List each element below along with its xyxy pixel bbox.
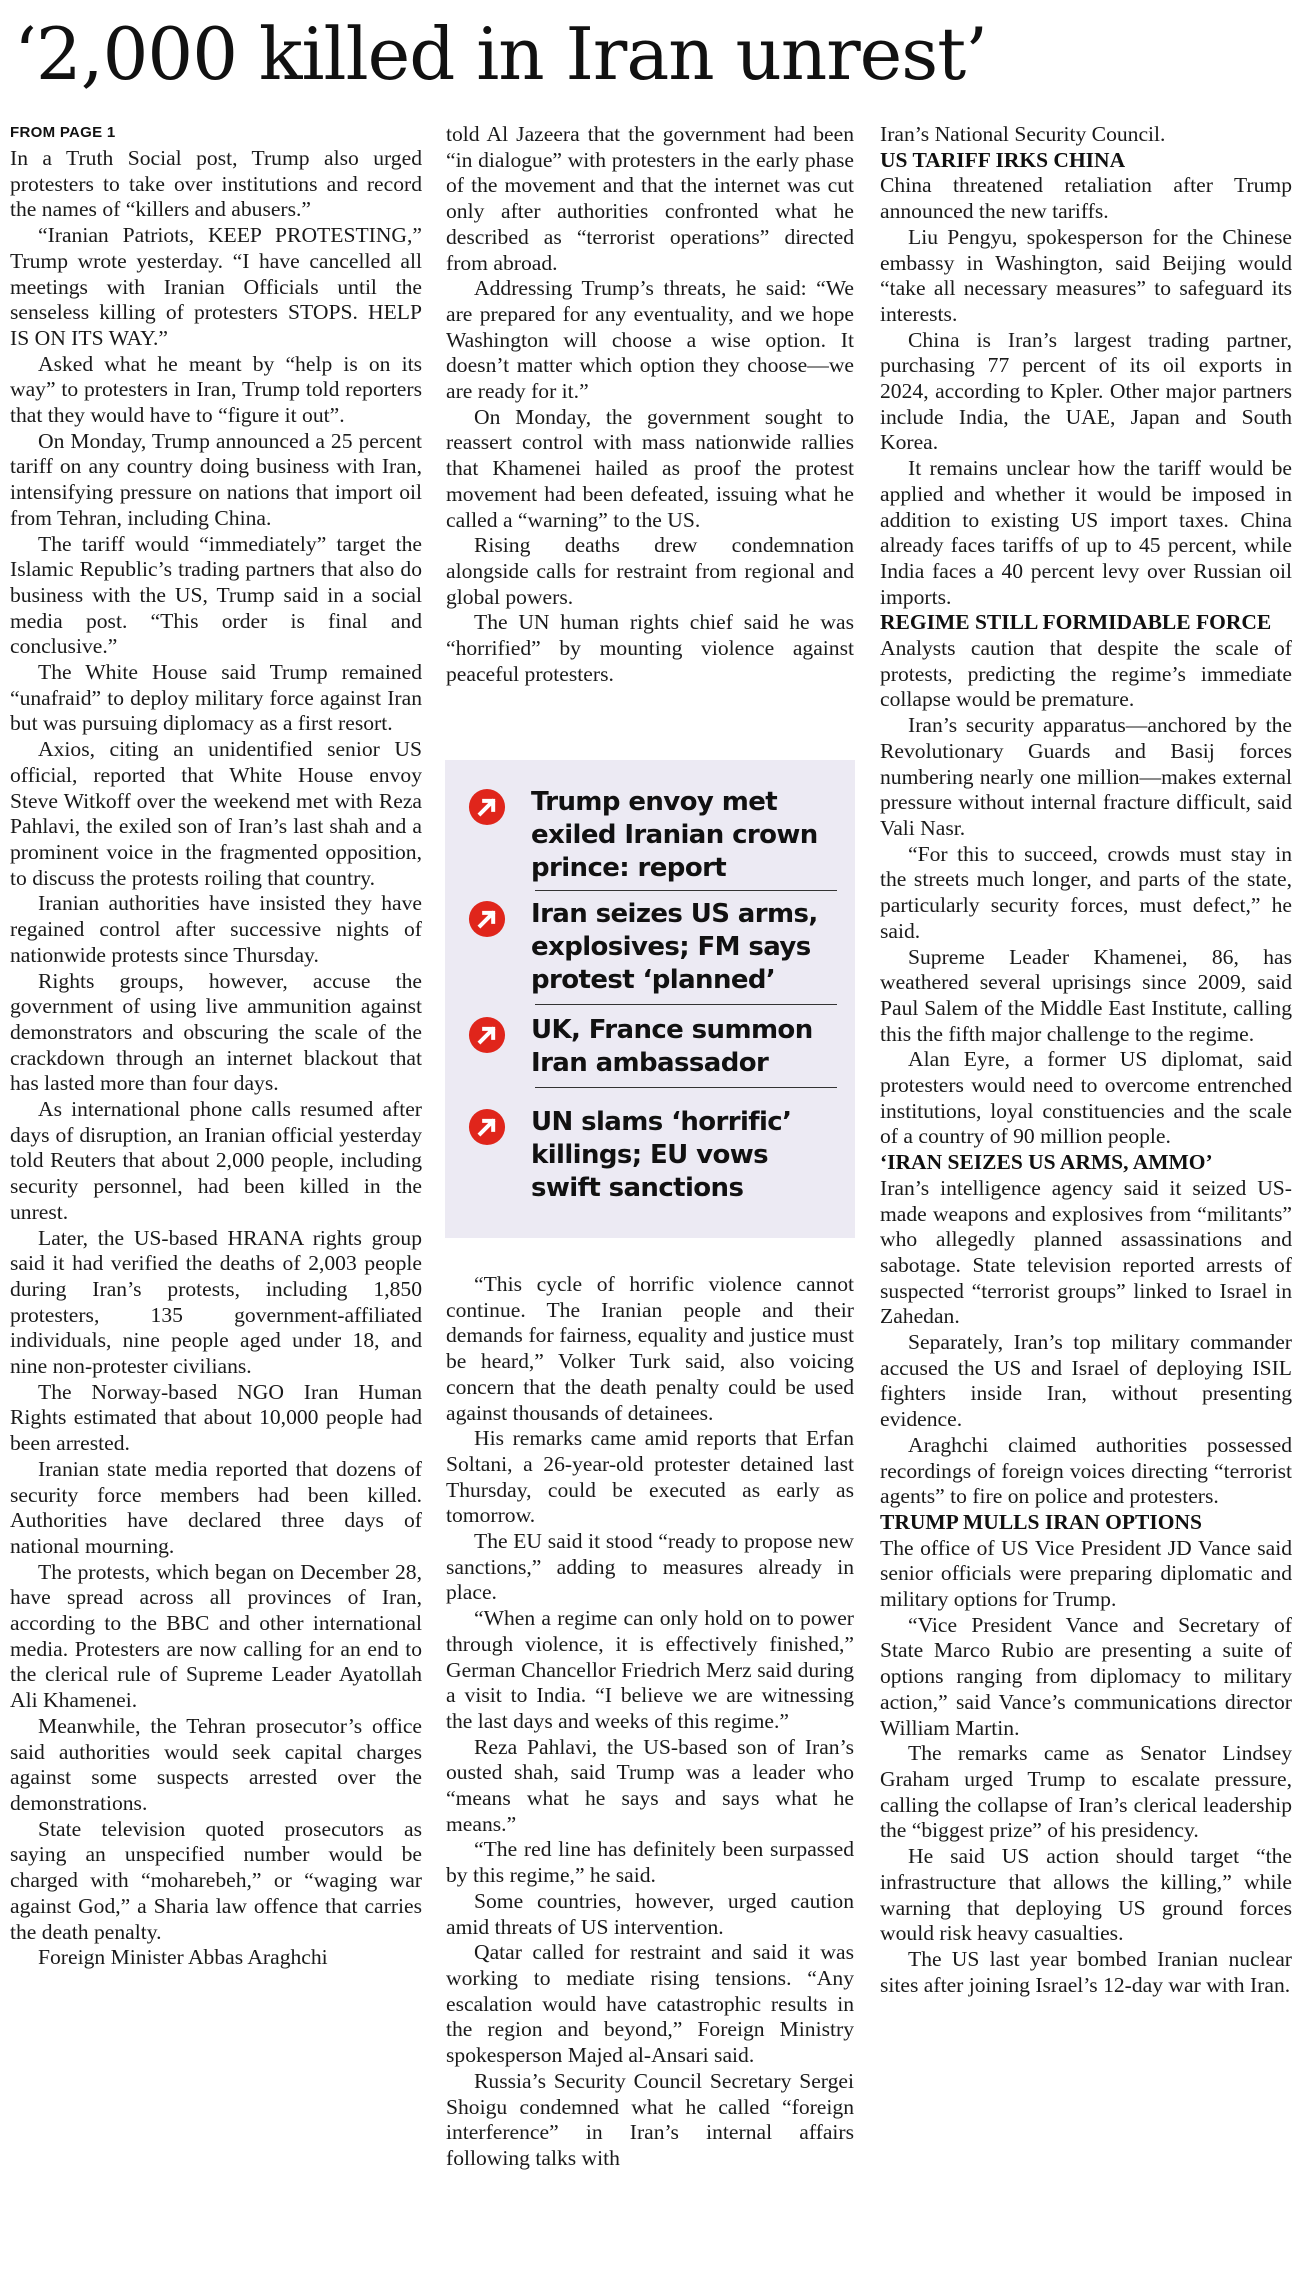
paragraph: Meanwhile, the Tehran prosecutor’s office said authorities would seek capital charges against some suspects arrested over the demonstrations. xyxy=(10,1713,422,1815)
paragraph: Supreme Leader Khamenei, 86, has weathered several uprisings since 2009, said Paul Salem of the Middle East Institute, calling this the fifth major challenge to the regime. xyxy=(880,944,1292,1046)
paragraph: Rising deaths drew condemnation alongside calls for restraint from regional and global powers. xyxy=(446,533,854,609)
paragraph: On Monday, Trump announced a 25 percent tariff on any country doing business with Iran, intensifying pressure on nations that import oil from Tehran, including China. xyxy=(10,428,422,530)
paragraph: As international phone calls resumed after days of disruption, an Iranian official yesterday told Reuters that about 2,000 people, including security personnel, had been killed in the unrest. xyxy=(10,1097,422,1224)
headline: ‘2,000 killed in Iran unrest’ xyxy=(14,12,988,96)
related-story-title: UN slams ‘horrific’ killings; EU vows swift sanctions xyxy=(531,1107,792,1203)
paragraph: China is Iran’s largest trading partner, purchasing 77 percent of its oil exports in 2024, according to Kpler. Other major partners include India, the UAE, Japan and South Korea. xyxy=(880,327,1292,455)
paragraph: “This cycle of horrific violence cannot continue. The Iranian people and their demands for fairness, equality and justice must be heard,” Volker Turk said, also voicing concern that the death penalty could be used against thousands of detainees. xyxy=(446,1272,854,1425)
paragraph: “Iranian Patriots, KEEP PROTESTING,” Trump wrote yesterday. “I have cancelled all meetings with Iranian Officials until the senseless killing of protesters STOPS. HELP IS ON ITS WAY.” xyxy=(10,223,422,350)
divider xyxy=(535,1004,837,1005)
related-story-link[interactable] xyxy=(467,786,835,885)
paragraph: Iranian state media reported that dozens of security force members had been killed. Authorities have declared three days of national mourning. xyxy=(10,1456,422,1558)
related-story-link[interactable] xyxy=(467,898,835,997)
paragraph: Reza Pahlavi, the US-based son of Iran’s ousted shah, said Trump was a leader who “means what he says and says what he means.” xyxy=(446,1734,854,1836)
paragraph: Alan Eyre, a former US diplomat, said protesters would need to overcome entrenched institutions, loyal constituencies and the scale of a country of 90 million people. xyxy=(880,1047,1292,1149)
arrow-circle-icon xyxy=(467,1108,507,1146)
section-heading: ‘IRAN SEIZES US ARMS, AMMO’ xyxy=(880,1150,1213,1175)
divider xyxy=(535,1087,837,1088)
section-heading: REGIME STILL FORMIDABLE FORCE xyxy=(880,610,1272,635)
paragraph: State television quoted prosecutors as saying an unspecified number would be charged with “moharebeh,” or “waging war against God,” a Sharia law offence that carries the death penalty. xyxy=(10,1816,422,1944)
related-story-title: Trump envoy met exiled Iranian crown prince: report xyxy=(531,787,818,883)
paragraph: “Vice President Vance and Secretary of State Marco Rubio are presenting a suite of options ranging from diplomacy to military action,” said Vance’s communications director William Martin. xyxy=(880,1612,1292,1740)
paragraph: Analysts caution that despite the scale of protests, predicting the regime’s immediate collapse would be premature. xyxy=(880,636,1292,712)
paragraph: Later, the US-based HRANA rights group said it had verified the deaths of 2,003 people during Iran’s protests, including 1,850 protesters, 135 government-affiliated individuals, nine people aged under 18, and nine non-protester civilians. xyxy=(10,1225,422,1379)
paragraph: The protests, which began on December 28, have spread across all provinces of Iran, according to the BBC and other international media. Protesters are now calling for an end to the clerical rule of Supreme Leader Ayatollah Ali Khamenei. xyxy=(10,1559,422,1713)
paragraph: China threatened retaliation after Trump announced the new tariffs. xyxy=(880,173,1292,224)
paragraph: In a Truth Social post, Trump also urged protesters to take over institutions and record the names of “killers and abusers.” xyxy=(10,146,422,222)
paragraph: He said US action should target “the infrastructure that allows the killing,” while warning that deploying US ground forces would risk heavy casualties. xyxy=(880,1844,1292,1946)
paragraph: Qatar called for restraint and said it was working to mediate rising tensions. “Any escalation would have catastrophic results in the region and beyond,” Foreign Ministry spokesperson Majed al-Ansari said. xyxy=(446,1940,854,2068)
paragraph: His remarks came amid reports that Erfan Soltani, a 26-year-old protester detained last Thursday, could be executed as early as tomorrow. xyxy=(446,1426,854,1528)
paragraph: Foreign Minister Abbas Araghchi xyxy=(38,1945,328,1970)
paragraph: On Monday, the government sought to reassert control with mass nationwide rallies that Khamenei hailed as proof the protest movement had been defeated, issuing what he called a “warning” to the US. xyxy=(446,404,854,532)
paragraph: Asked what he meant by “help is on its way” to protesters in Iran, Trump told reporters that they would have to “figure it out”. xyxy=(10,351,422,428)
article-column-2-bottom xyxy=(446,1272,854,2172)
related-story-link[interactable] xyxy=(467,1106,835,1205)
paragraph: The office of US Vice President JD Vance said senior officials were preparing diplomatic and military options for Trump. xyxy=(880,1535,1292,1612)
related-story-link[interactable] xyxy=(467,1014,835,1080)
paragraph: Some countries, however, urged caution amid threats of US intervention. xyxy=(446,1888,854,1939)
paragraph: told Al Jazeera that the government had been “in dialogue” with protesters in the early phase of the movement and that the internet was cut only after authorities confronted what he described as “terrorist operations” directed from abroad. xyxy=(446,122,854,275)
kicker: FROM PAGE 1 xyxy=(10,124,116,141)
paragraph: It remains unclear how the tariff would be applied and whether it would be imposed in addition to existing US import taxes. China already faces tariffs of up to 45 percent, while India faces a 40 percent levy over Russian oil imports. xyxy=(880,456,1292,609)
paragraph: “For this to succeed, crowds must stay in the streets much longer, and parts of the state, particularly security forces, must defect,” he said. xyxy=(880,841,1292,943)
paragraph: Rights groups, however, accuse the government of using live ammunition against demonstrators and obscuring the scale of the crackdown through an internet blackout that has lasted more than four days. xyxy=(10,968,422,1096)
article-column-1 xyxy=(10,122,422,1971)
article-column-3 xyxy=(880,122,1292,1998)
section-heading: US TARIFF IRKS CHINA xyxy=(880,147,1126,172)
related-story-title: Iran seizes US arms, explosives; FM says protest ‘planned’ xyxy=(531,899,818,995)
paragraph: Araghchi claimed authorities possessed recordings of foreign voices directing “terrorist agents” to fire on police and protesters. xyxy=(880,1432,1292,1509)
arrow-circle-icon xyxy=(467,788,507,826)
article-column-2-top xyxy=(446,122,854,687)
related-story-title: UK, France summon Iran ambassador xyxy=(531,1015,813,1078)
paragraph: Separately, Iran’s top military commander accused the US and Israel of deploying ISIL fighters inside Iran, without presenting evidence. xyxy=(880,1330,1292,1432)
paragraph: Iran’s security apparatus—anchored by the Revolutionary Guards and Basij forces numbering nearly one million—makes external pressure without internal fracture difficult, said Vali Nasr. xyxy=(880,713,1292,840)
paragraph: The Norway-based NGO Iran Human Rights estimated that about 10,000 people had been arrested. xyxy=(10,1379,422,1456)
paragraph: The EU said it stood “ready to propose new sanctions,” adding to measures already in place. xyxy=(446,1529,854,1605)
paragraph: Iranian authorities have insisted they have regained control after successive nights of nationwide protests since Thursday. xyxy=(10,891,422,967)
related-stories-box xyxy=(445,760,855,1238)
paragraph: The UN human rights chief said he was “horrified” by mounting violence against peaceful protesters. xyxy=(446,610,854,686)
arrow-circle-icon xyxy=(467,1016,507,1054)
paragraph: The White House said Trump remained “unafraid” to deploy military force against Iran but was pursuing diplomacy as a first resort. xyxy=(10,660,422,736)
arrow-circle-icon xyxy=(467,900,507,938)
paragraph: Axios, citing an unidentified senior US official, reported that White House envoy Steve Witkoff over the weekend met with Reza Pahlavi, the exiled son of Iran’s last shah and a prominent voice in the fragmented opposition, to discuss the protests roiling that country. xyxy=(10,737,422,890)
paragraph: Addressing Trump’s threats, he said: “We are prepared for any eventuality, and we hope Washington will choose a wise option. It doesn’t matter which option they choose—we are ready for it.” xyxy=(446,276,854,404)
paragraph: “When a regime can only hold on to power through violence, it is effectively finished,” German Chancellor Friedrich Merz said during a visit to India. “I believe we are witnessing the last days and weeks of this regime.” xyxy=(446,1606,854,1733)
paragraph: The remarks came as Senator Lindsey Graham urged Trump to escalate pressure, calling the collapse of Iran’s clerical leadership the “biggest prize” of his presidency. xyxy=(880,1741,1292,1843)
paragraph: Russia’s Security Council Secretary Sergei Shoigu condemned what he called “foreign interference” in Iran’s internal affairs following talks with xyxy=(446,2068,854,2170)
paragraph: Iran’s intelligence agency said it seized US-made weapons and explosives from “militants” who allegedly planned assassinations and sabotage. State television reported arrests of suspected “terrorist groups” linked to Israel in Zahedan. xyxy=(880,1175,1292,1329)
paragraph: The US last year bombed Iranian nuclear sites after joining Israel’s 12-day war with Iran. xyxy=(880,1946,1292,1997)
paragraph: Iran’s National Security Council. xyxy=(880,122,1166,146)
paragraph: Liu Pengyu, spokesperson for the Chinese embassy in Washington, said Beijing would “take all necessary measures” to safeguard its interests. xyxy=(880,224,1292,326)
section-heading: TRUMP MULLS IRAN OPTIONS xyxy=(880,1509,1202,1534)
paragraph: The tariff would “immediately” target the Islamic Republic’s trading partners that also do business with the US, Trump said in a social media post. “This order is final and conclusive.” xyxy=(10,531,422,659)
divider xyxy=(535,890,837,891)
paragraph: “The red line has definitely been surpassed by this regime,” he said. xyxy=(446,1837,854,1888)
